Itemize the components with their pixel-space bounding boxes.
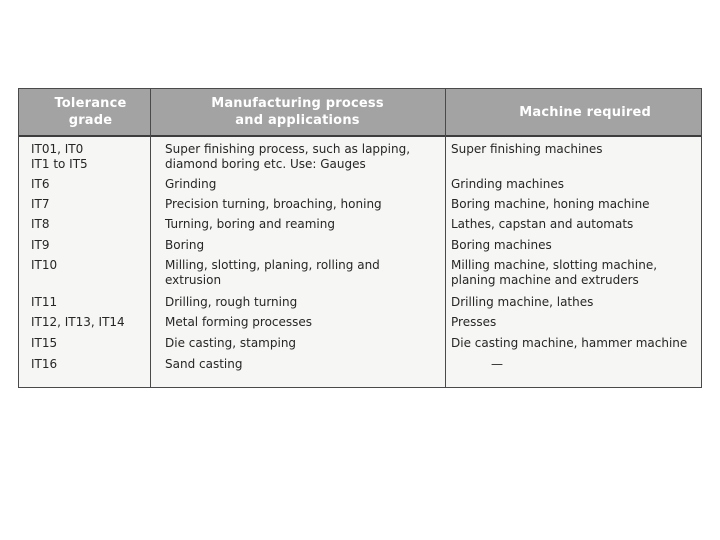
cell-process: Drilling, rough turning <box>165 295 298 309</box>
cell-process: Boring <box>165 238 205 252</box>
column-divider <box>150 89 151 387</box>
cell-machine: Presses <box>451 315 497 329</box>
column-divider <box>445 89 446 387</box>
cell-process: Turning, boring and reaming <box>165 217 335 231</box>
cell-tolerance-grade: IT15 <box>31 336 58 350</box>
cell-tolerance-grade: IT10 <box>31 258 58 272</box>
cell-tolerance-grade: IT01, IT0 IT1 to IT5 <box>31 142 88 171</box>
cell-process: Metal forming processes <box>165 315 313 329</box>
cell-tolerance-grade: IT6 <box>31 177 50 191</box>
cell-machine: Super finishing machines <box>451 142 603 156</box>
tolerance-grade-table <box>18 88 702 388</box>
cell-machine: Boring machines <box>451 238 552 252</box>
header-manufacturing-process <box>150 89 445 135</box>
cell-tolerance-grade: IT12, IT13, IT14 <box>31 315 125 329</box>
cell-process: Precision turning, broaching, honing <box>165 197 382 211</box>
cell-process: Sand casting <box>165 357 243 371</box>
header-manufacturing-process-label: Manufacturing process and applications <box>211 96 384 128</box>
cell-process: Grinding <box>165 177 217 191</box>
cell-process: Die casting, stamping <box>165 336 297 350</box>
table-header-row <box>19 89 701 137</box>
cell-tolerance-grade: IT7 <box>31 197 50 211</box>
header-machine-required <box>445 89 703 135</box>
cell-machine: Die casting machine, hammer machine <box>451 336 688 350</box>
header-tolerance-grade <box>19 89 150 135</box>
cell-machine: Grinding machines <box>451 177 564 191</box>
cell-machine: Milling machine, slotting machine, planing machine and extruders <box>451 258 658 287</box>
cell-process: Milling, slotting, planing, rolling and extrusion <box>165 258 380 287</box>
header-machine-required-label: Machine required <box>519 104 651 120</box>
cell-machine: — <box>491 357 503 371</box>
cell-tolerance-grade: IT16 <box>31 357 58 371</box>
cell-tolerance-grade: IT8 <box>31 217 50 231</box>
cell-machine: Drilling machine, lathes <box>451 295 594 309</box>
cell-tolerance-grade: IT9 <box>31 238 50 252</box>
cell-machine: Lathes, capstan and automats <box>451 217 634 231</box>
cell-tolerance-grade: IT11 <box>31 295 58 309</box>
cell-machine: Boring machine, honing machine <box>451 197 650 211</box>
cell-process: Super finishing process, such as lapping, diamond boring etc. Use: Gauges <box>165 142 411 171</box>
header-tolerance-grade-label: Tolerance grade <box>54 96 127 128</box>
